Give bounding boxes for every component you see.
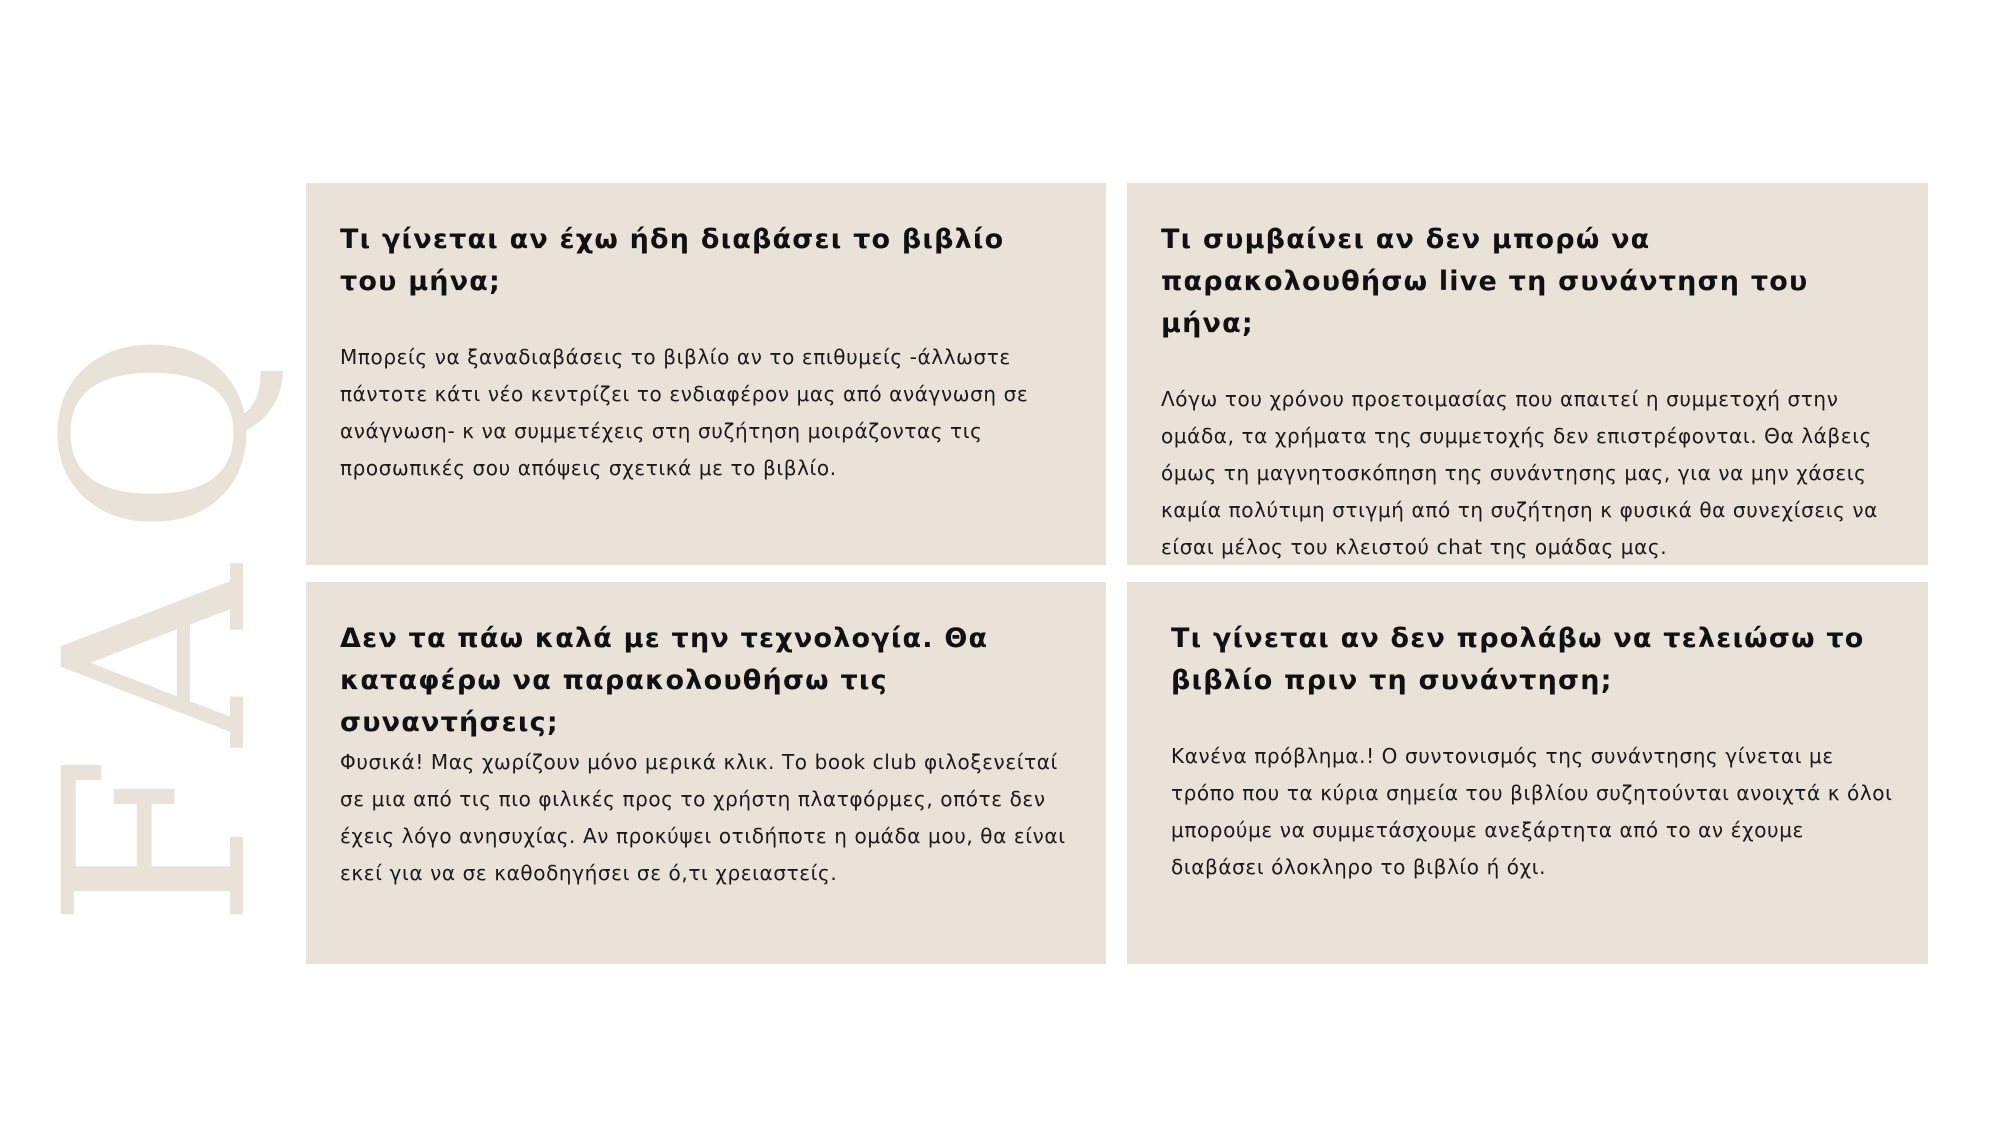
- faq-question-3: Δεν τα πάω καλά με την τεχνολογία. Θα καταφέρω να παρακολουθήσω τις συναντήσεις;: [340, 623, 989, 738]
- faq-vertical-title: [11, 168, 308, 928]
- faq-question-2: Τι συμβαίνει αν δεν μπορώ να παρακολουθήσω live τη συνάντηση του μήνα;: [1161, 224, 1809, 339]
- faq-question-1: Τι γίνεται αν έχω ήδη διαβάσει το βιβλίο του μήνα;: [340, 224, 1005, 297]
- faq-card-3: [306, 582, 1106, 964]
- faq-question-4: Τι γίνεται αν δεν προλάβω να τελειώσω το βιβλίο πριν τη συνάντηση;: [1171, 623, 1865, 696]
- faq-answer-2: Λόγω του χρόνου προετοιμασίας που απαιτεί η συμμετοχή στην ομάδα, τα χρήματα της συμμετοχής δεν επιστρέφονται. Θα λάβεις όμως τη μαγνητοσκόπηση της συνάντησης μας, για να μην χάσεις καμία πολύτιμη στιγμή από τη συζήτηση κ φυσικά θα συνεχίσεις να είσαι μέλος του κλειστού chat της ομάδας μας.: [1161, 387, 1878, 559]
- faq-card-1: [306, 183, 1106, 565]
- faq-answer-4: Κανένα πρόβλημα.! Ο συντονισμός της συνάντησης γίνεται με τρόπο που τα κύρια σημεία του βιβλίου συζητούνται ανοιχτά κ όλοι μπορούμε να συμμετάσχουμε ανεξάρτητα από το αν έχουμε διαβάσει όλοκληρο το βιβλίο ή όχι.: [1171, 744, 1893, 879]
- faq-title-text: FAQ: [11, 300, 302, 928]
- faq-title-svg: [11, 168, 308, 928]
- faq-card-2: [1127, 183, 1928, 565]
- faq-answer-1: Μπορείς να ξαναδιαβάσεις το βιβλίο αν το επιθυμείς -άλλωστε πάντοτε κάτι νέο κεντρίζει το ενδιαφέρον μας από ανάγνωση σε ανάγνωση- κ να συμμετέχεις στη συζήτηση μοιράζοντας τις προσωπικές σου απόψεις σχετικά με το βιβλίο.: [340, 345, 1029, 480]
- faq-answer-3: Φυσικά! Μας χωρίζουν μόνο μερικά κλικ. Το book club φιλοξενείταί σε μια από τις πιο φιλικές προς το χρήστη πλατφόρμες, οπότε δεν έχεις λόγο ανησυχίας. Αν προκύψει οτιδήποτε η ομάδα μου, θα είναι εκεί για να σε καθοδηγήσει σε ό,τι χρειαστείς.: [340, 750, 1066, 885]
- faq-card-4: [1127, 582, 1928, 964]
